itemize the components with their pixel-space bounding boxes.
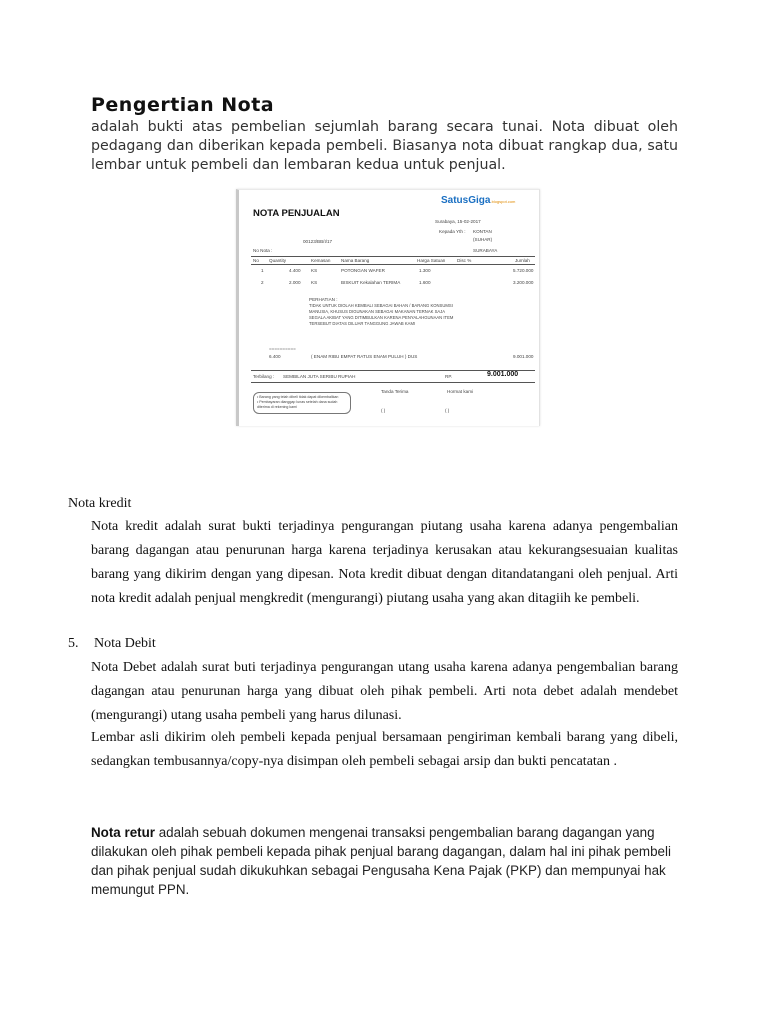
nota-kredit-heading: Nota kredit <box>68 496 132 511</box>
grand-total: 9.001.000 <box>487 371 519 378</box>
terbilang-value: SEMBILAN JUTA SERIBU RUPIAH <box>283 374 356 379</box>
row2-pack: KS <box>311 280 318 285</box>
row1-no: 1 <box>261 268 264 273</box>
terms-line: • Barang yang telah dibeli tidak dapat dikembalikan <box>257 395 339 399</box>
rp-label: RP. <box>445 374 453 379</box>
sign-sender: Hormat kami <box>447 389 474 394</box>
sign-bracket-left: ( ) <box>381 408 386 413</box>
receipt-to-addr2: SURABAYA <box>473 248 498 253</box>
note-title: PERHATIAN : <box>309 297 338 302</box>
row1-pack: KS <box>311 268 318 273</box>
row2-qty: 2.000 <box>289 280 301 285</box>
brand-sub: .blogspot.com <box>490 199 516 204</box>
nota-retur-paragraph <box>91 823 681 899</box>
col-kemasan: Kemasan <box>311 258 331 263</box>
terbilang-label: Terbilang : <box>253 374 275 379</box>
row1-price: 1.300 <box>419 268 431 273</box>
receipt-to-label: Kepada Yth : <box>439 229 466 234</box>
intro-paragraph: adalah bukti atas pembelian sejumlah barang secara tunai. Nota dibuat oleh pedagang dan diberikan kepada pembeli. Biasanya nota dibuat rangkap dua, satu lembar untuk pembeli dan lembaran kedua untuk penjual. <box>91 119 678 173</box>
page-title: Pengertian Nota <box>91 94 275 116</box>
sum-mark: ========== <box>269 346 296 351</box>
row2-price: 1.600 <box>419 280 431 285</box>
nota-retur-term: Nota retur <box>91 825 155 840</box>
row1-qty: 4.400 <box>289 268 301 273</box>
note-line: TIDAK UNTUK DIOLAH KEMBALI SEBAGAI BAHAN / BARANG KONSUMSI <box>309 303 453 308</box>
total-qty: 6.400 <box>269 354 281 359</box>
col-harga: Harga Satuan <box>417 258 446 263</box>
receipt-to-name: KONTAN <box>473 229 492 234</box>
receipt-brand <box>441 195 515 206</box>
list-number-5: 5. <box>68 636 79 651</box>
row1-total: 5.720.000 <box>513 268 534 273</box>
terms-line: diterima di rekening kami <box>257 405 297 409</box>
nota-debit-paragraph: Nota Debet adalah surat buti terjadinya pengurangan utang usaha karena adanya pengembalian barang dagangan atau penurunan harga yang dibuat oleh pihak pembeli. Arti nota debet adalah mendebet (mengurangi) utang usaha pembeli yang harus dilunasi. <box>91 660 678 723</box>
receipt-heading: NOTA PENJUALAN <box>253 208 340 219</box>
table-rule-top <box>251 256 535 257</box>
receipt-to-addr1: (SUHAR) <box>473 237 493 242</box>
col-no: No <box>253 258 259 263</box>
receipt-image <box>236 189 540 426</box>
note-line: TERSEBUT DIATAS DILUAR TANGGUNG JAWAB KAMI <box>309 321 416 326</box>
col-quantity: Quantity <box>269 258 287 263</box>
total-amount: 9.001.000 <box>513 354 534 359</box>
row1-item: POTONGAN WAFER <box>341 268 385 273</box>
nota-kredit-paragraph: Nota kredit adalah surat bukti terjadinya pengurangan piutang usaha karena adanya pengembalian barang dagangan atau penurunan harga karena terjadinya kerusakan atau kekurangsesuaian kualitas barang yang dikirim dengan yang dipesan. Nota kredit dibuat dengan ditandatangani oleh penjual. Arti nota kredit adalah penjual mengkredit (mengurangi) piutang usaha yang akan ditagiih ke pembeli. <box>91 519 678 606</box>
col-nama-barang: Nama Barang <box>341 258 370 263</box>
receipt-no-value: 00123/BB/I/17 <box>303 239 333 244</box>
row2-total: 3.200.000 <box>513 280 534 285</box>
note-line: SEGALA AKIBAT YANG DITIMBULKAN KARENA PENYALAHGUNAAN ITEM <box>309 315 454 320</box>
receipt-no-label: No Nota : <box>253 248 273 253</box>
row2-no: 2 <box>261 280 264 285</box>
grand-total-rule <box>251 382 535 383</box>
col-jumlah: Jumlah <box>515 258 530 263</box>
row2-item: BISKUIT Kekalahan TERIMA <box>341 280 401 285</box>
note-line: MANUSIA, KHUSUS DIGUNAKAN SEBAGAI MAKANAN TERNAK SAJA <box>309 309 446 314</box>
brand-name: SatusGiga <box>441 195 491 206</box>
terms-line: • Pembayaran dianggap lunas setelah dana sudah <box>257 400 338 404</box>
nota-retur-text: adalah sebuah dokumen mengenai transaksi pengembalian barang dagangan yang dilakukan oleh pihak pembeli kepada pihak penjual barang dagangan, dalam hal ini pihak pembeli dan pihak penjual sudah dikukuhkan sebagai Pengusaha Kena Pajak (PKP) dan mempunyai hak memungut PPN. <box>91 825 671 897</box>
col-disc: Disc % <box>457 258 472 263</box>
nota-debit-paragraph-2: Lembar asli dikirim oleh pembeli kepada penjual bersamaan pengiriman kembali barang yang dibeli, sedangkan tembusannya/copy-nya disimpan oleh pembeli sebagai arsip dan bukti pencatatan . <box>91 730 678 769</box>
nota-debit-heading: Nota Debit <box>94 636 156 651</box>
sign-receiver: Tanda Terima <box>381 389 409 394</box>
receipt-date: Surabaya, 15-02-2017 <box>435 219 481 224</box>
total-words: ( ENAM RIBU EMPAT RATUS ENAM PULUH ) DUS <box>311 354 418 359</box>
sign-bracket-right: ( ) <box>445 408 450 413</box>
table-rule-head <box>251 264 535 265</box>
